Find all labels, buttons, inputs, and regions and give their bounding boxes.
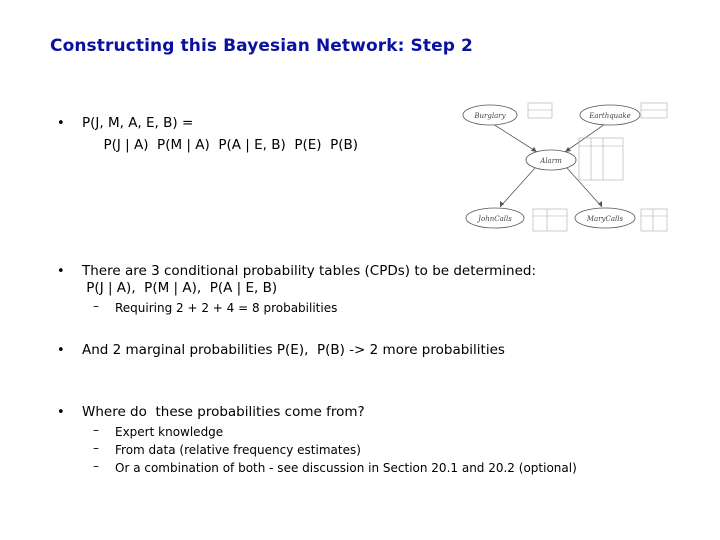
node-johncalls-label: JohnCalls (478, 215, 512, 223)
bullet-2-sub-1: Requiring 2 + 2 + 4 = 8 probabilities (115, 301, 338, 315)
cpt-alarm (579, 138, 623, 180)
cpt-marycalls (641, 209, 667, 231)
bullet-marker: • (57, 264, 65, 279)
bullet-marker: • (57, 343, 65, 358)
bullet-4-line-1: Where do these probabilities come from? (82, 404, 365, 420)
cpt-burglary (528, 103, 552, 118)
bullet-1-line-2: P(J | A) P(M | A) P(A | E, B) P(E) P(B) (82, 137, 359, 153)
node-burglary-label: Burglary (474, 112, 506, 120)
bullet-2-line-2: P(J | A), P(M | A), P(A | E, B) (82, 280, 278, 296)
bayesian-network-figure (455, 94, 670, 234)
cpt-johncalls (533, 209, 567, 231)
cpt-earthquake (641, 103, 667, 118)
edge-alarm-johncalls (500, 168, 535, 207)
bullet-4-sub-2: From data (relative frequency estimates) (115, 443, 361, 457)
bullet-3-line-1: And 2 marginal probabilities P(E), P(B) -> 2 more probabilities (82, 342, 505, 358)
node-marycalls-label: MaryCalls (586, 215, 624, 223)
node-alarm-label: Alarm (540, 157, 562, 165)
bullet-marker: • (57, 116, 65, 131)
node-earthquake-label: Earthquake (589, 112, 631, 120)
bullet-4-sub-3: Or a combination of both - see discussion in Section 20.1 and 20.2 (optional) (115, 461, 577, 475)
sub-bullet-marker: – (93, 441, 99, 455)
sub-bullet-marker: – (93, 299, 99, 313)
bullet-4-sub-1: Expert knowledge (115, 425, 224, 439)
bullet-2-line-1: There are 3 conditional probability tables (CPDs) to be determined: (82, 263, 537, 279)
sub-bullet-marker: – (93, 423, 99, 437)
edge-alarm-marycalls (567, 168, 602, 207)
sub-bullet-marker: – (93, 459, 99, 473)
bullet-1-line-1: P(J, M, A, E, B) = (82, 115, 194, 131)
edge-burglary-alarm (493, 124, 537, 152)
bullet-marker: • (57, 405, 65, 420)
slide-title: Constructing this Bayesian Network: Step 2 (50, 36, 473, 56)
